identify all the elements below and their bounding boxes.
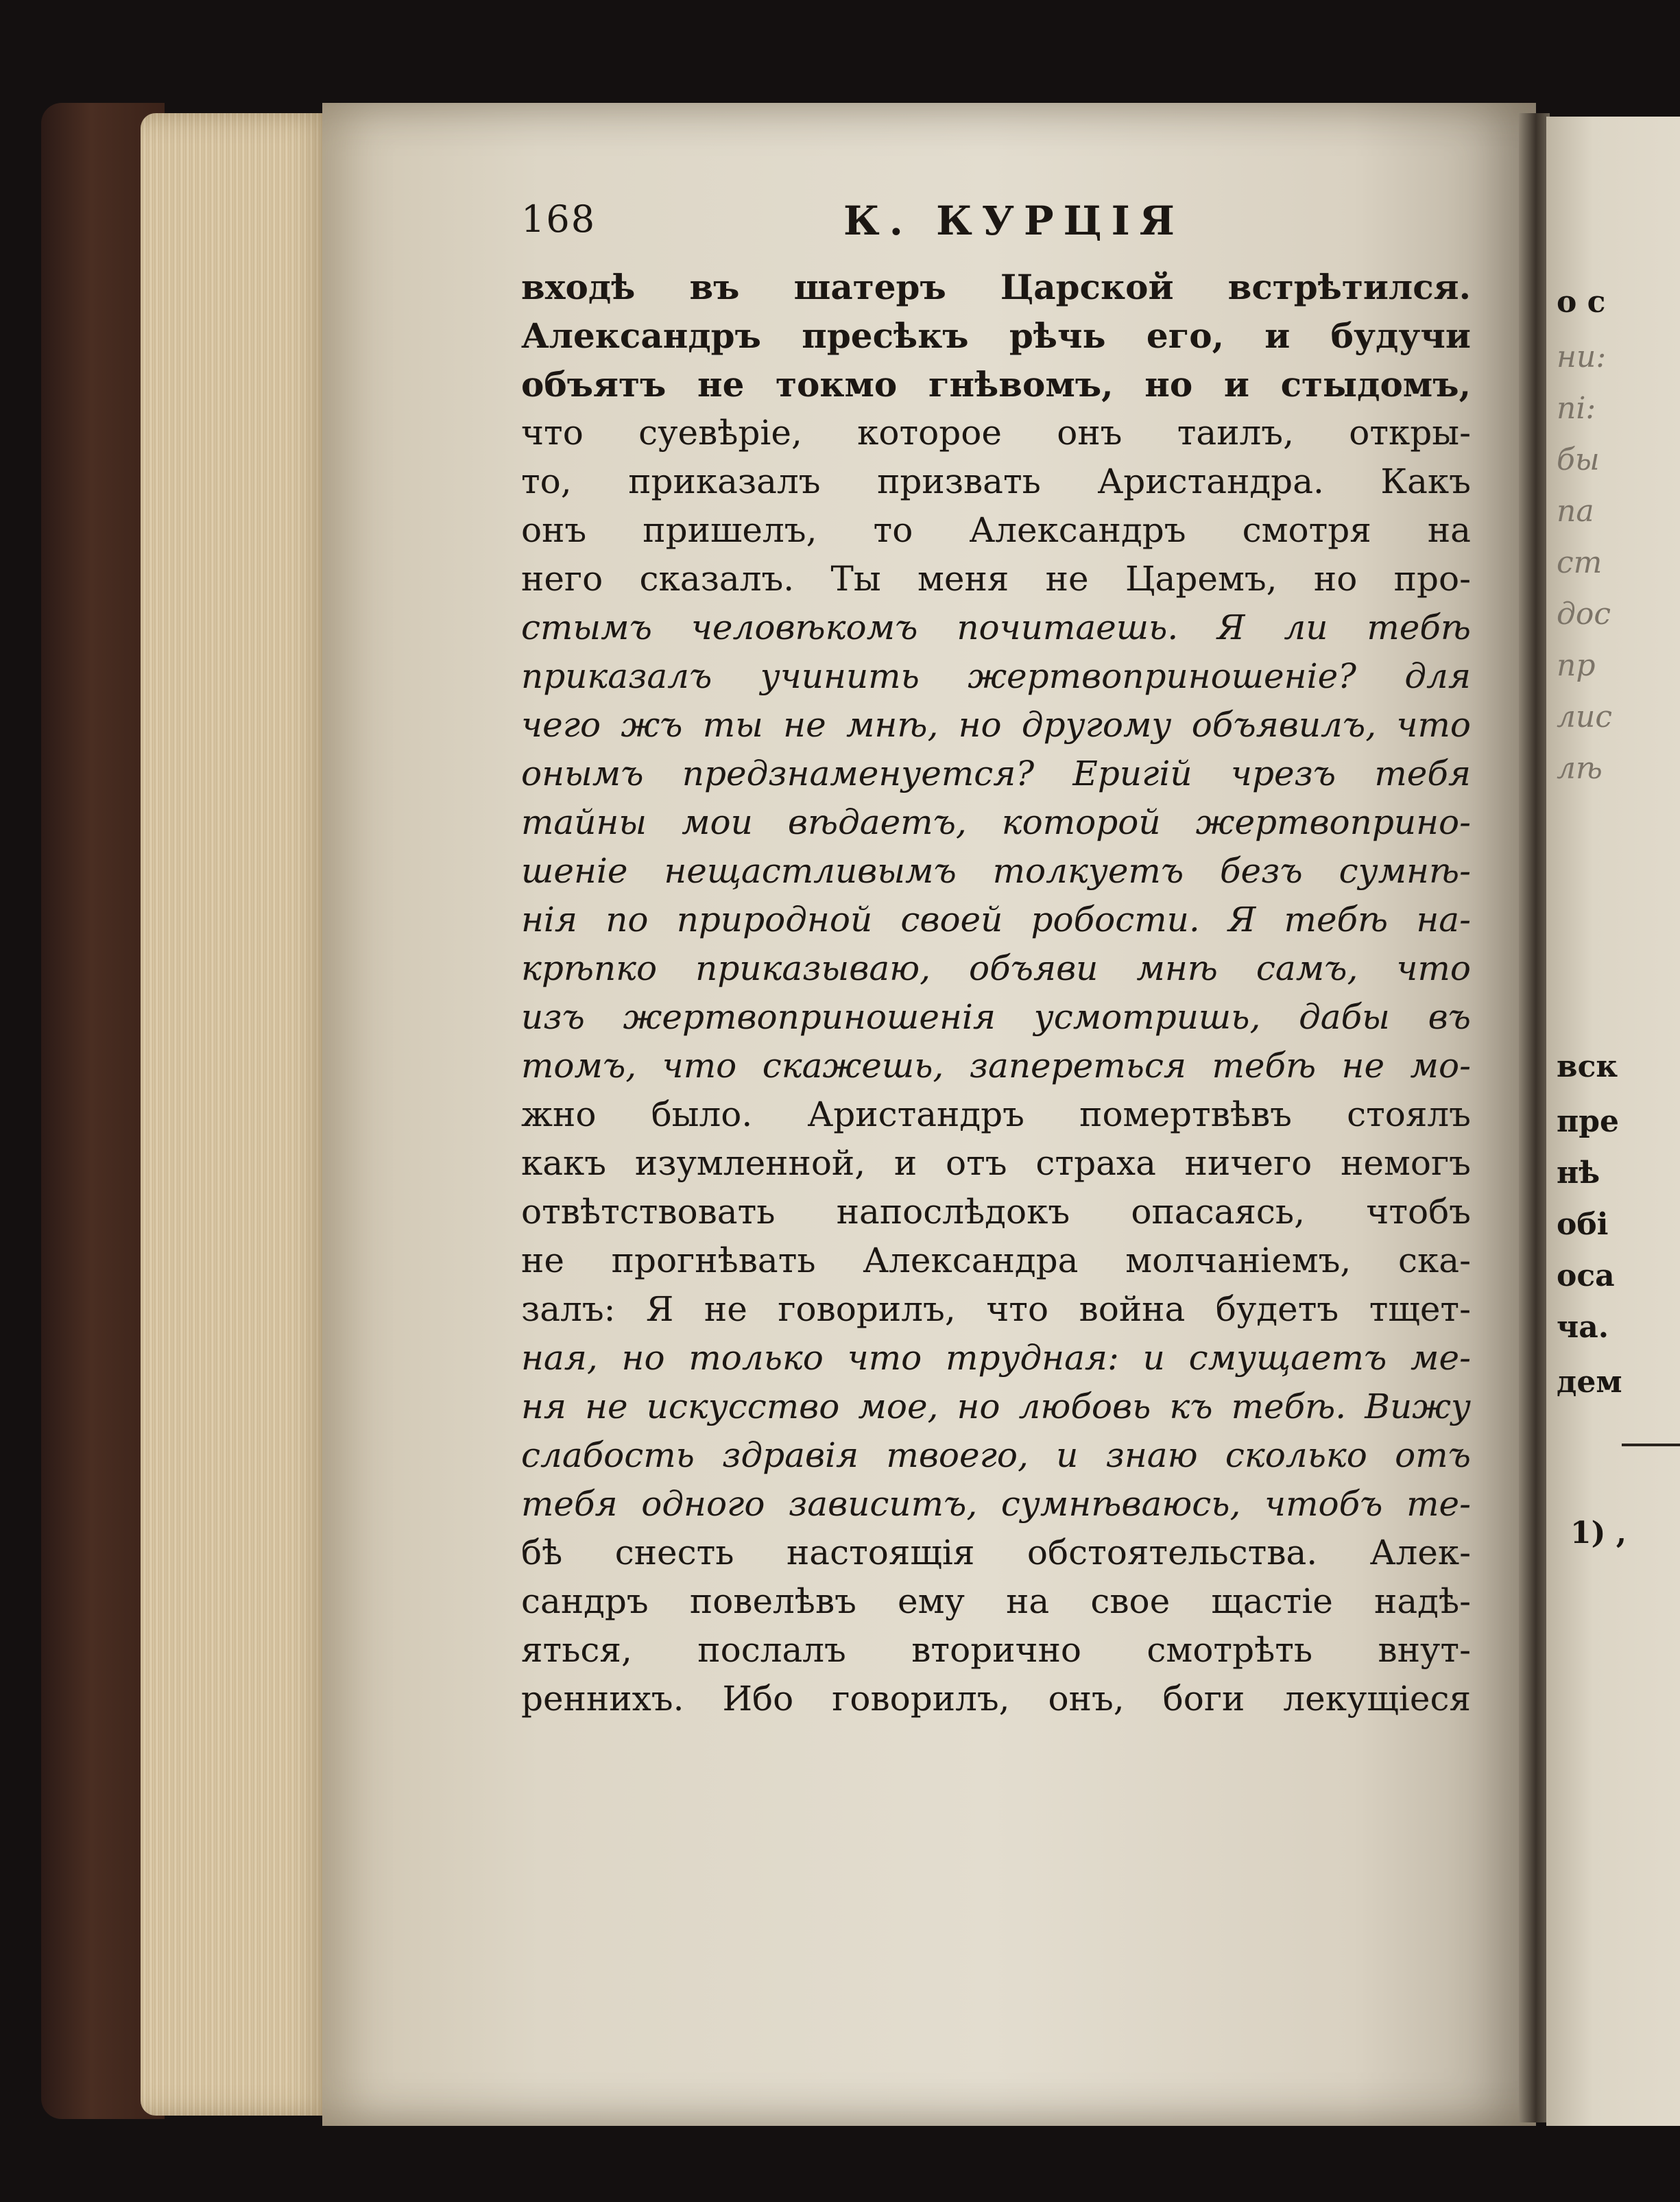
right-page-fragment: вск [1557, 1049, 1618, 1084]
right-page-fragment: пр [1557, 648, 1596, 683]
text-line: залъ: Я не говорилъ, что война будетъ тщет- [521, 1289, 1471, 1329]
right-page-fragment: лис [1557, 699, 1612, 734]
left-page-text [521, 198, 1471, 1723]
text-line: слабость здравія твоего, и знаю сколько отъ [521, 1435, 1471, 1475]
running-title: К. КУРЦІЯ [843, 198, 1184, 244]
text-line: крѣпко приказываю, объяви мнѣ самъ, что [521, 948, 1471, 988]
page-number: 168 [521, 198, 597, 241]
text-line: жно было. Аристандръ помертвѣвъ стоялъ [521, 1094, 1471, 1134]
text-line: яться, послалъ вторично смотрѣть внут- [521, 1630, 1471, 1670]
text-line: объятъ не токмо гнѣвомъ, но и стыдомъ, [521, 364, 1471, 405]
text-line: приказалъ учинить жертвоприношеніе? для [521, 656, 1471, 696]
text-line: нія по природной своей робости. Я тебѣ на- [521, 900, 1471, 940]
right-page-fragment: 1) , [1570, 1516, 1627, 1551]
text-line: тайны мои вѣдаетъ, которой жертвоприно- [521, 802, 1471, 842]
right-page-fragment: пі: [1557, 391, 1596, 426]
text-line: шеніе нещастливымъ толкуетъ безъ сумнѣ- [521, 851, 1471, 891]
text-line: то, приказалъ призвать Аристандра. Какъ [521, 462, 1471, 501]
text-line: изъ жертвоприношенія усмотришь, дабы въ [521, 997, 1471, 1037]
text-line: бѣ снесть настоящія обстоятельства. Алек- [521, 1533, 1471, 1572]
right-page-fragment: лѣ [1557, 751, 1603, 786]
text-line: онымъ предзнаменуется? Еригій чрезъ тебя [521, 754, 1471, 793]
text-line: сандръ повелѣвъ ему на свое щастіе надѣ- [521, 1581, 1471, 1621]
page-header [521, 198, 1471, 263]
right-page-fragment: дем [1557, 1365, 1622, 1400]
text-line: томъ, что скажешь, запереться тебѣ не мо- [521, 1046, 1471, 1086]
text-line: стымъ человѣкомъ почитаешь. Я ли тебѣ [521, 608, 1471, 647]
text-line: ня не искусство мое, но любовь къ тебѣ. Вижу [521, 1387, 1471, 1426]
text-line: отвѣтствовать напослѣдокъ опасаясь, чтобъ [521, 1192, 1471, 1232]
text-line: него сказалъ. Ты меня не Царемъ, но про- [521, 559, 1471, 599]
right-page-fragment: пре [1557, 1104, 1619, 1139]
right-page-fragment: бы [1557, 442, 1600, 477]
right-page-fragment: дос [1557, 597, 1611, 632]
text-line: чего жъ ты не мнѣ, но другому объявилъ, что [521, 705, 1471, 745]
text-line: какъ изумленной, и отъ страха ничего немогъ [521, 1143, 1471, 1183]
text-line: реннихъ. Ибо говорилъ, онъ, боги лекущіеся [521, 1679, 1471, 1719]
text-line: не прогнѣвать Александра молчаніемъ, ска- [521, 1241, 1471, 1280]
page-edges [141, 113, 339, 2116]
text-line: тебя одного зависитъ, сумнѣваюсь, чтобъ те- [521, 1484, 1471, 1524]
body-text [521, 263, 1471, 1723]
text-line: онъ пришелъ, то Александръ смотря на [521, 510, 1471, 550]
book-gutter [1519, 113, 1550, 2122]
right-page-fragment: нѣ [1557, 1156, 1600, 1190]
right-page-fragment: ча. [1557, 1310, 1609, 1345]
text-line: Александръ пресѣкъ рѣчь его, и будучи [521, 315, 1471, 356]
footnote-rule [1622, 1444, 1680, 1446]
text-line: ная, но только что трудная: и смущаетъ ме- [521, 1338, 1471, 1378]
right-page-fragment: ст [1557, 545, 1603, 580]
right-page-fragment: обі [1557, 1207, 1609, 1242]
right-page-fragment: па [1557, 494, 1594, 529]
right-page-fragment: оса [1557, 1258, 1615, 1293]
text-line: входѣ въ шатеръ Царской встрѣтился. [521, 267, 1471, 307]
right-page-fragment: о с [1557, 285, 1606, 320]
right-page [1546, 117, 1680, 2126]
right-page-fragment: ни: [1557, 339, 1607, 374]
text-line: что суевѣріе, которое онъ таилъ, откры- [521, 413, 1471, 453]
